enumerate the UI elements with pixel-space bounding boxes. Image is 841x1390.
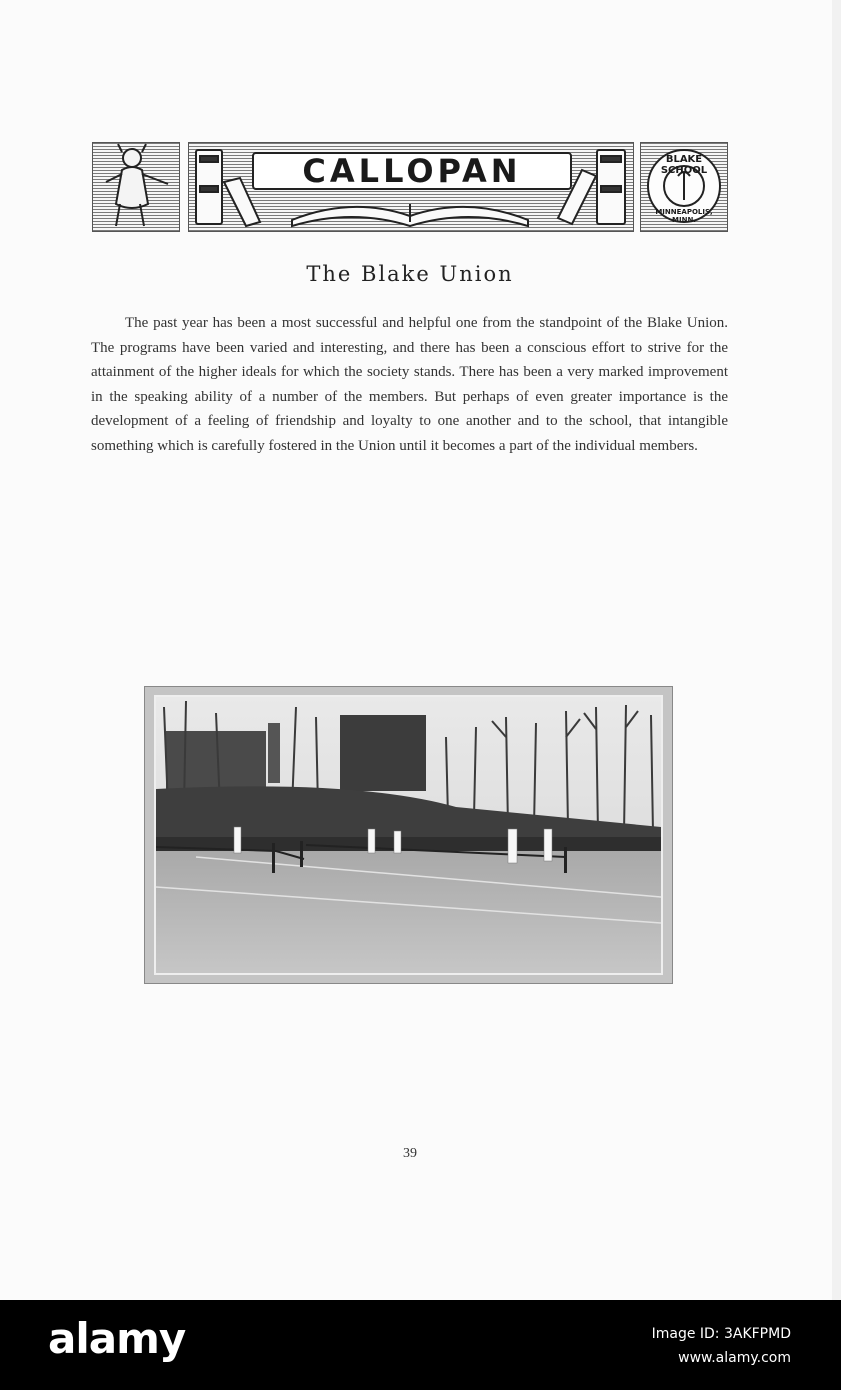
photo-frame (144, 686, 673, 984)
left-book-stack-icon (196, 150, 260, 226)
page-edge (832, 0, 841, 1300)
site-url: www.alamy.com (678, 1350, 791, 1366)
article-title: The Blake Union (306, 262, 514, 286)
header-banner (92, 142, 728, 232)
seal-text-top: BLAKE SCHOOL (660, 154, 708, 176)
open-book-icon (292, 204, 528, 226)
watermark-bar (0, 1300, 841, 1390)
faun-figure-icon (106, 144, 168, 226)
seal-text-bottom: MINNEAPOLIS, MINN. (655, 208, 713, 224)
page-number: 39 (403, 1146, 417, 1161)
article-body: The past year has been a most successful and helpful one from the standpoint of the Blake Union. The programs have been varied and interesting, and there has been a conscious effort to strive for the attainment of the higher ideals for which the society stands. There has been a very marked improvement in the speaking ability of a number of the members. But perhaps of even greater importance is the development of a feeling of friendship and loyalty to one another and to the school, that intangible something which is carefully fostered in the Union until it becomes a part of the individual members. (91, 315, 728, 454)
alamy-logo: alamy (48, 1314, 186, 1363)
image-id: Image ID: 3AKFPMD (651, 1326, 791, 1342)
tennis-court-photo (154, 695, 663, 975)
yearbook-title: CALLOPAN (252, 152, 572, 190)
watermark-info (652, 1322, 791, 1370)
